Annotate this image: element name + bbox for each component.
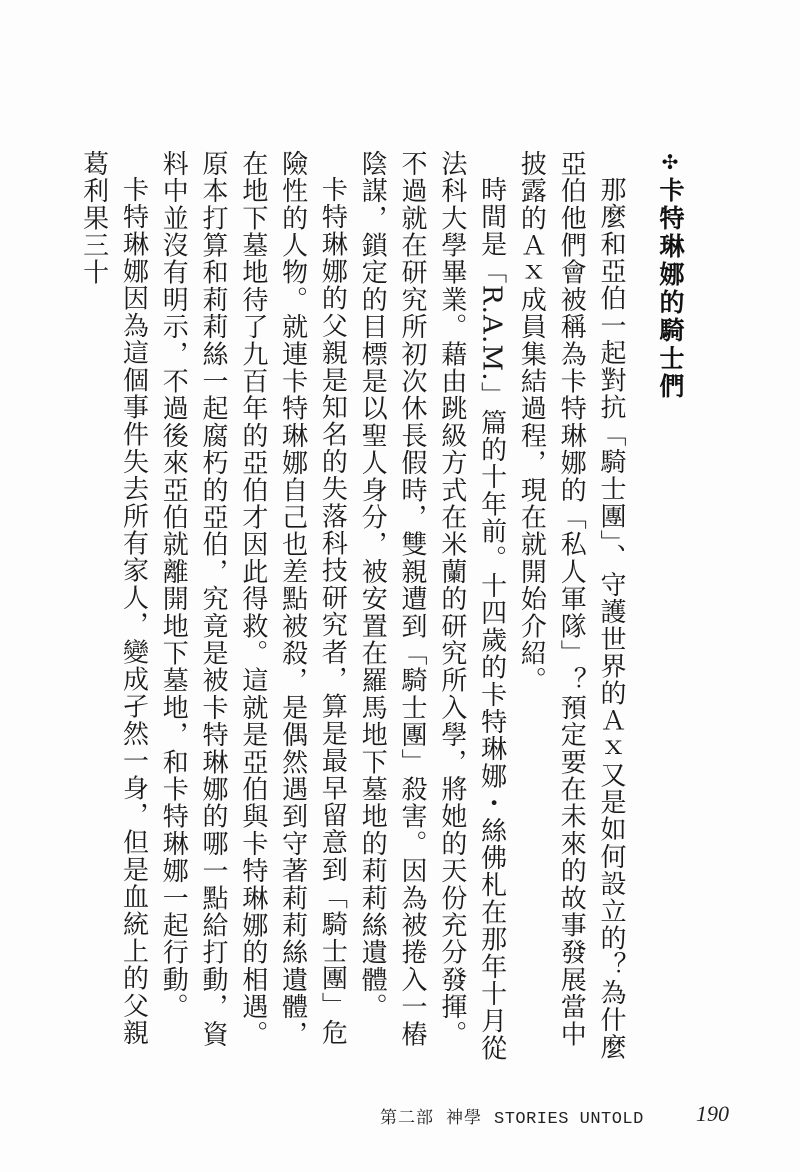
body-text (73, 150, 688, 1070)
footer-part: 第二部 (380, 1108, 434, 1128)
paragraph-1: 那麼和亞伯一起對抗「騎士團」、守護世界的Ａｘ又是如何設立的？為什麼亞伯他們會被稱為卡特琳娜的「私人軍隊」？預定要在未來的故事發展當中披露的Ａｘ成員集結過程，現在就開始介紹。 (516, 150, 626, 1061)
ornament-icon: ✣ (658, 150, 682, 177)
footer-section: 神學 (446, 1108, 482, 1128)
paragraph-3: 卡特琳娜的父親是知名的失落科技研究者，算是最早留意到「騎士團」危險性的人物。就連卡特琳娜自己也差點被殺，是偶然遇到守著莉莉絲遺體，在地下墓地待了九百年的亞伯才因此得救。這就是亞伯與卡特琳娜的相遇。原本打算和莉莉絲一起腐朽的亞伯，究竟是被卡特琳娜的哪一點給打動，資料中並沒有明示，不過後來亞伯就離開地下墓地，和卡特琳娜一起行動。 (158, 150, 348, 1048)
page-number: 190 (696, 1101, 729, 1126)
paragraph-2: 時間是「R.A.M.」篇的十年前。十四歲的卡特琳娜・絲佛札在那年十月從法科大學畢業。藉由跳級方式在米蘭的研究所入學，將她的天份充分發揮。不過就在研究所初次休長假時，雙親遭到「騎士團」殺害。因為被捲入一樁陰謀，鎖定的目標是以聖人身分，被安置在羅馬地下墓地的莉莉絲遺體。 (357, 150, 507, 1062)
running-footer (380, 1103, 644, 1129)
paragraph-4: 卡特琳娜因為這個事件失去所有家人，變成孑然一身，但是血統上的父親葛利果三十 (78, 150, 149, 1047)
section-title: 卡特琳娜的騎士們 (656, 177, 685, 401)
footer-series: STORIES UNTOLD (494, 1110, 644, 1129)
